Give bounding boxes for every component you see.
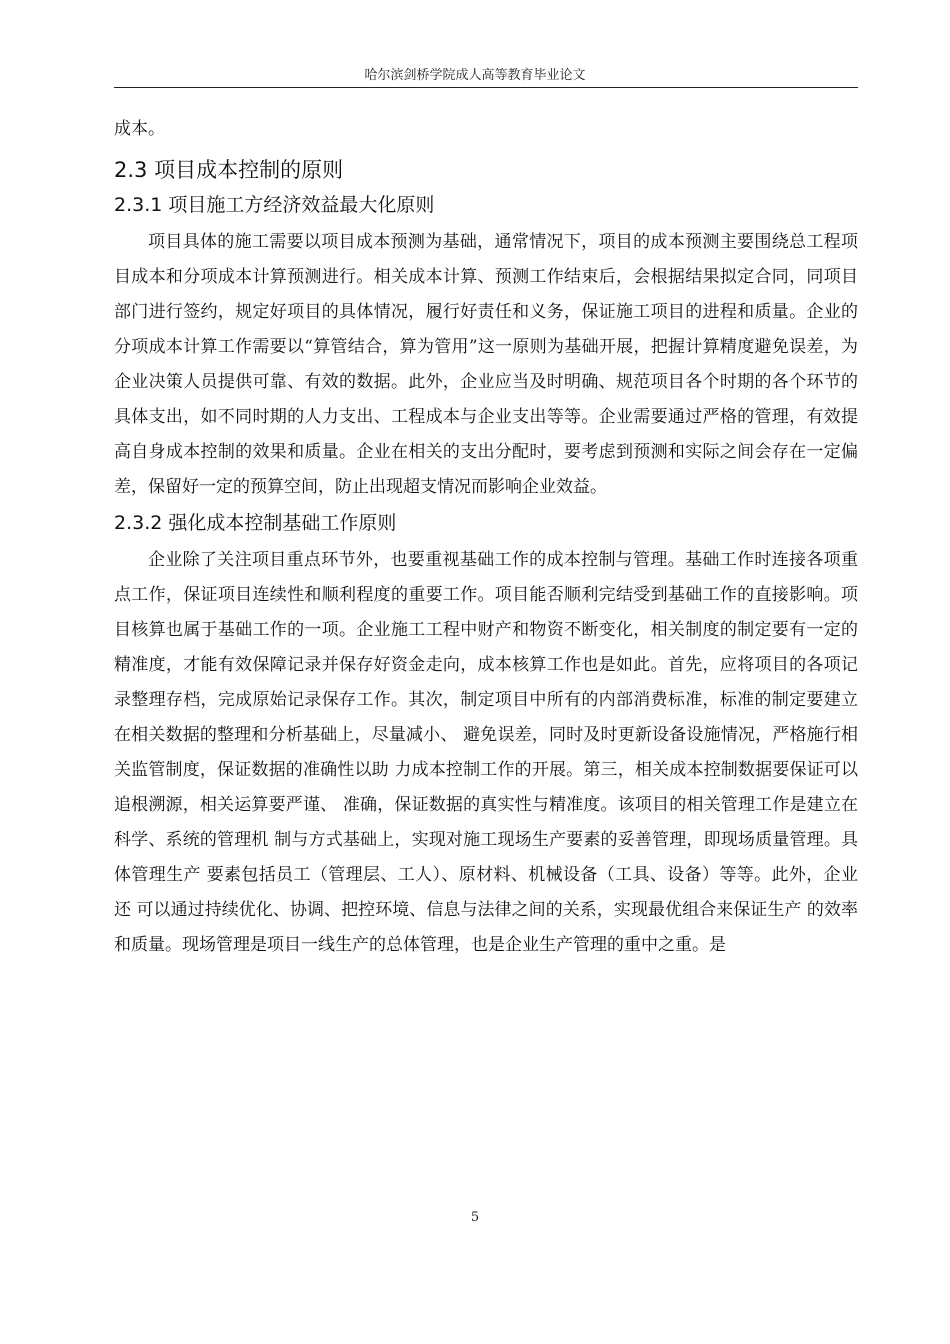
running-header: 哈尔滨剑桥学院成人高等教育毕业论文 bbox=[364, 68, 586, 83]
page-number: 5 bbox=[470, 1210, 480, 1225]
subsection-heading-2-3-1: 2.3.1 项目施工方经济效益最大化原则 bbox=[114, 194, 435, 216]
header-divider bbox=[114, 87, 858, 88]
subsection-heading-2-3-2: 2.3.2 强化成本控制基础工作原则 bbox=[114, 512, 397, 534]
page-content bbox=[114, 112, 858, 963]
body-paragraph-2-3-1: 项目具体的施工需要以项目成本预测为基础，通常情况下，项目的成本预测主要围绕总工程项目成本和分项成本计算预测进行。相关成本计算、预测工作结束后，会根据结果拟定合同，同项目部门进行签约，规定好项目的具体情况，履行好责任和义务，保证施工项目的进程和质量。企业的分项成本计算工作需要以“算管结合，算为管用”这一原则为基础开展，把握计算精度避免误差，为企业决策人员提供可靠、有效的数据。此外，企业应当及时明确、规范项目各个时期的各个环节的具体支出，如不同时期的人力支出、工程成本与企业支出等等。企业需要通过严格的管理，有效提高自身成本控制的效果和质量。企业在相关的支出分配时，要考虑到预测和实际之间会存在一定偏差，保留好一定的预算空间，防止出现超支情况而影响企业效益。 bbox=[114, 232, 858, 497]
section-heading-2-3: 2.3 项目成本控制的原则 bbox=[114, 158, 344, 182]
continuation-text: 成本。 bbox=[114, 119, 165, 139]
body-paragraph-2-3-2: 企业除了关注项目重点环节外，也要重视基础工作的成本控制与管理。基础工作时连接各项重点工作，保证项目连续性和顺利程度的重要工作。项目能否顺利完结受到基础工作的直接影响。项目核算也属于基础工作的一项。企业施工工程中财产和物资不断变化，相关制度的制定要有一定的精准度，才能有效保障记录并保存好资金走向，成本核算工作也是如此。首先，应将项目的各项记录整理存档，完成原始记录保存工作。其次，制定项目中所有的内部消费标准，标准的制定要建立在相关数据的整理和分析基础上，尽量减小、 避免误差，同时及时更新设备设施情况，严格施行相关监管制度，保证数据的准确性以助 力成本控制工作的开展。第三，相关成本控制数据要保证可以追根溯源，相关运算要严谨、 准确，保证数据的真实性与精准度。该项目的相关管理工作是建立在科学、系统的管理机 制与方式基础上，实现对施工现场生产要素的妥善管理，即现场质量管理。具体管理生产 要素包括员工（管理层、工人）、原材料、机械设备（工具、设备）等等。此外，企业还 可以通过持续优化、协调、把控环境、信息与法律之间的关系，实现最优组合来保证生产 的效率和质量。现场管理是项目一线生产的总体管理，也是企业生产管理的重中之重。是 bbox=[114, 550, 858, 955]
